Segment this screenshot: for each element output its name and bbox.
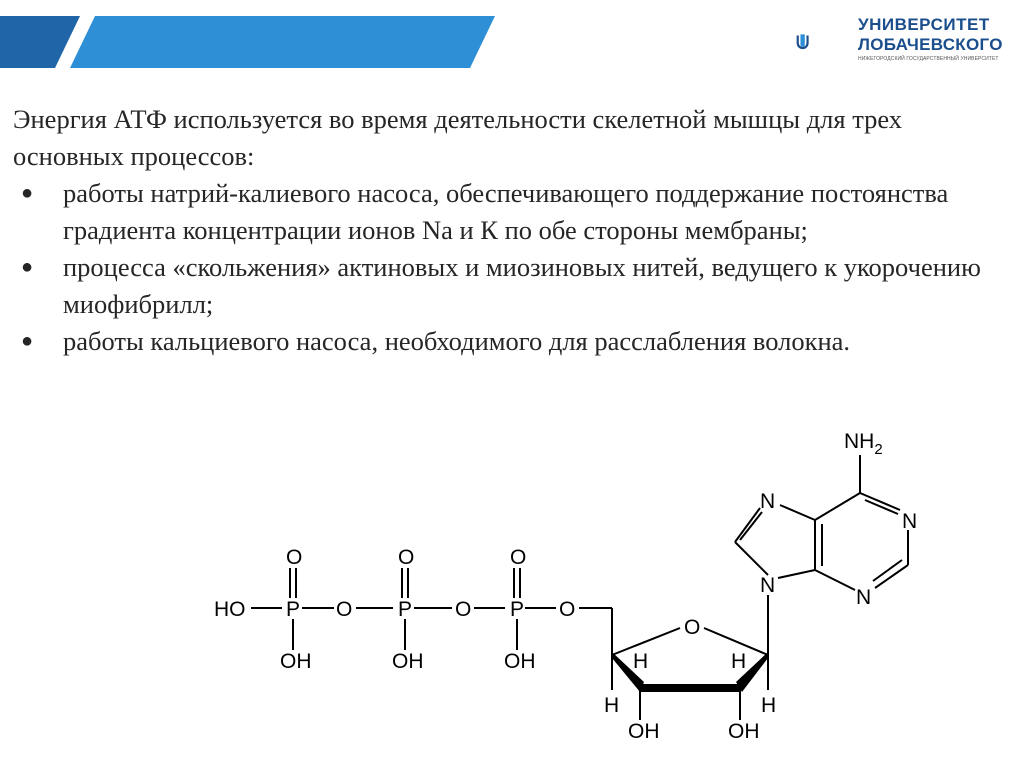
oh2-label: OH	[392, 650, 424, 673]
bullet-icon: ●	[21, 330, 34, 352]
oh3-label: OH	[504, 650, 536, 673]
list-item-text: работы кальциевого насоса, необходимого для расслабления волокна.	[63, 326, 851, 356]
list-item	[13, 175, 1003, 249]
subscript-2: 2	[874, 441, 883, 458]
logo-line1: УНИВЕРСИТЕТ	[858, 15, 990, 34]
bullet-icon: ●	[21, 182, 34, 204]
list-item	[13, 249, 1003, 323]
o-ring-label: O	[684, 616, 701, 639]
bond-lines	[251, 455, 908, 720]
oh1-label: OH	[280, 650, 312, 673]
oh-sugar-left-label: OH	[628, 720, 660, 743]
o-top1-label: O	[286, 546, 303, 569]
o-top2-label: O	[398, 546, 415, 569]
n9-label: N	[760, 574, 776, 597]
banner-stripe-light	[70, 16, 495, 68]
logo-line3: НИЖЕГОРОДСКИЙ ГОСУДАРСТВЕННЫЙ УНИВЕРСИТЕТ	[858, 56, 999, 62]
atp-structure-diagram	[200, 415, 940, 765]
o-bridge1-label: O	[336, 598, 353, 621]
h-right-label: H	[731, 650, 747, 673]
h-left-label: H	[633, 650, 649, 673]
o-bridge3-label: O	[559, 598, 576, 621]
logo-line2: ЛОБАЧЕВСКОГО	[858, 35, 1003, 54]
n3-label: N	[856, 586, 872, 609]
ho-label: HO	[214, 598, 246, 621]
list-item-text: процесса «скольжения» актиновых и миозиновых нитей, ведущего к укорочению миофибрилл;	[63, 252, 981, 319]
list-item	[13, 323, 1003, 360]
nh2-label	[844, 430, 883, 458]
h-lower-right-label: H	[761, 694, 777, 717]
list-item-text: работы натрий-калиевого насоса, обеспечивающего поддержание постоянства градиента концентрации ионов Na и К по обе стороны мембраны;	[63, 178, 949, 245]
oh-sugar-right-label: OH	[728, 720, 760, 743]
p3-label: P	[510, 598, 525, 621]
p2-label: P	[398, 598, 413, 621]
university-logo-icon	[795, 12, 855, 72]
o-top3-label: O	[510, 546, 527, 569]
bullet-icon: ●	[21, 256, 34, 278]
n7-label: N	[760, 490, 776, 513]
o-bridge2-label: O	[455, 598, 472, 621]
p1-label: P	[286, 598, 301, 621]
bullet-list	[13, 175, 1003, 360]
n1-label: N	[902, 510, 918, 533]
banner-stripe-dark	[0, 16, 80, 68]
nh-text: NH	[844, 430, 875, 453]
intro-text: Энергия АТФ используется во время деятельности скелетной мышцы для трех основных процессов:	[13, 104, 903, 171]
slide-content	[13, 101, 1003, 360]
h-lower-left-label: H	[604, 694, 620, 717]
